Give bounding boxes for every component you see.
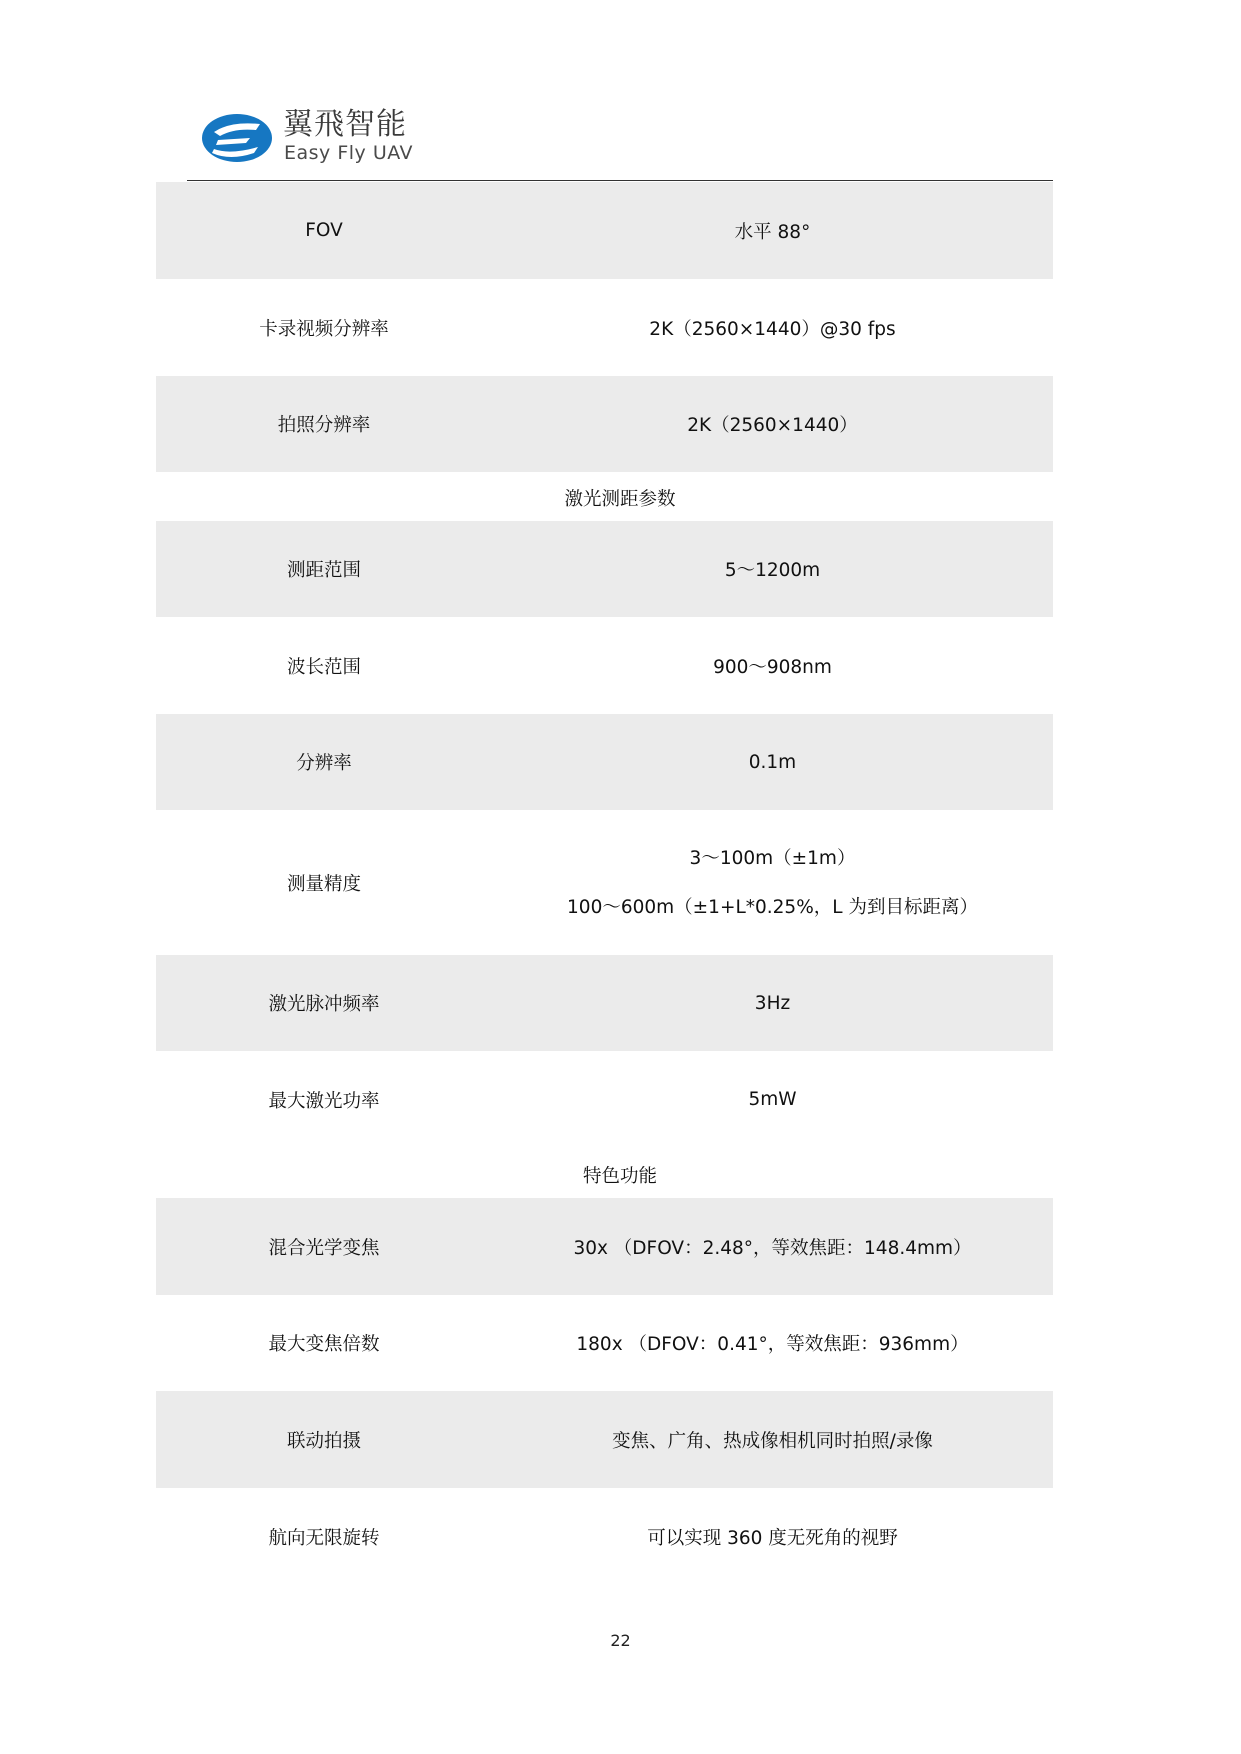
spec-value: 可以实现 360 度无死角的视野 <box>647 1527 898 1549</box>
header <box>200 108 460 168</box>
spec-value: 30x （DFOV：2.48°，等效焦距：148.4mm） <box>573 1237 972 1259</box>
page-number: 22 <box>610 1631 631 1650</box>
spec-label: 测距范围 <box>286 560 361 581</box>
table-row <box>156 1391 1053 1488</box>
spec-label: 最大激光功率 <box>268 1090 380 1112</box>
table-row <box>156 714 1053 810</box>
spec-value <box>492 810 1053 955</box>
spec-label: 波长范围 <box>286 656 361 678</box>
spec-label: 拍照分辨率 <box>277 415 371 436</box>
spec-value: 水平 88° <box>734 221 811 243</box>
table-row <box>156 279 1053 376</box>
spec-label: 激光脉冲频率 <box>268 994 380 1015</box>
table-row <box>156 521 1053 617</box>
table-row <box>156 376 1053 472</box>
spec-label: FOV <box>305 220 343 241</box>
accuracy-line-2: 100～600m（±1+L*0.25%，L 为到目标距离） <box>567 896 978 918</box>
table-row <box>156 810 1053 955</box>
spec-value: 5～1200m <box>724 560 821 581</box>
spec-value: 0.1m <box>748 751 797 773</box>
table-row <box>156 955 1053 1051</box>
spec-label: 最大变焦倍数 <box>268 1334 380 1355</box>
brand-name-chinese: 翼飛智能 <box>283 107 407 142</box>
spec-value: 900～908nm <box>713 656 832 678</box>
spec-value: 5mW <box>748 1089 797 1110</box>
spec-label: 测量精度 <box>286 873 361 895</box>
spec-value: 3Hz <box>754 992 791 1014</box>
table-row <box>156 1295 1053 1391</box>
table-row <box>156 617 1053 714</box>
easy-fly-logo-icon <box>200 111 274 165</box>
spec-label: 分辨率 <box>296 753 352 774</box>
table-row <box>156 182 1053 279</box>
spec-value: 2K（2560×1440）@30 fps <box>649 318 896 340</box>
spec-value: 变焦、广角、热成像相机同时拍照/录像 <box>612 1430 933 1452</box>
spec-label: 联动拍摄 <box>286 1430 361 1452</box>
spec-value: 2K（2560×1440） <box>687 415 858 436</box>
table-row <box>156 1198 1053 1295</box>
table-row <box>156 1488 1053 1585</box>
section-heading-laser: 激光测距参数 <box>564 489 676 510</box>
accuracy-line-1: 3～100m（±1m） <box>689 847 856 869</box>
brand-name-english: Easy Fly UAV <box>284 142 414 164</box>
spec-label: 卡录视频分辨率 <box>259 318 389 340</box>
spec-value: 180x （DFOV：0.41°，等效焦距：936mm） <box>576 1334 969 1355</box>
table-row <box>156 1051 1053 1148</box>
section-heading-features: 特色功能 <box>582 1166 657 1187</box>
spec-label: 航向无限旋转 <box>268 1527 380 1549</box>
spec-label: 混合光学变焦 <box>268 1237 380 1259</box>
header-divider <box>187 180 1053 181</box>
